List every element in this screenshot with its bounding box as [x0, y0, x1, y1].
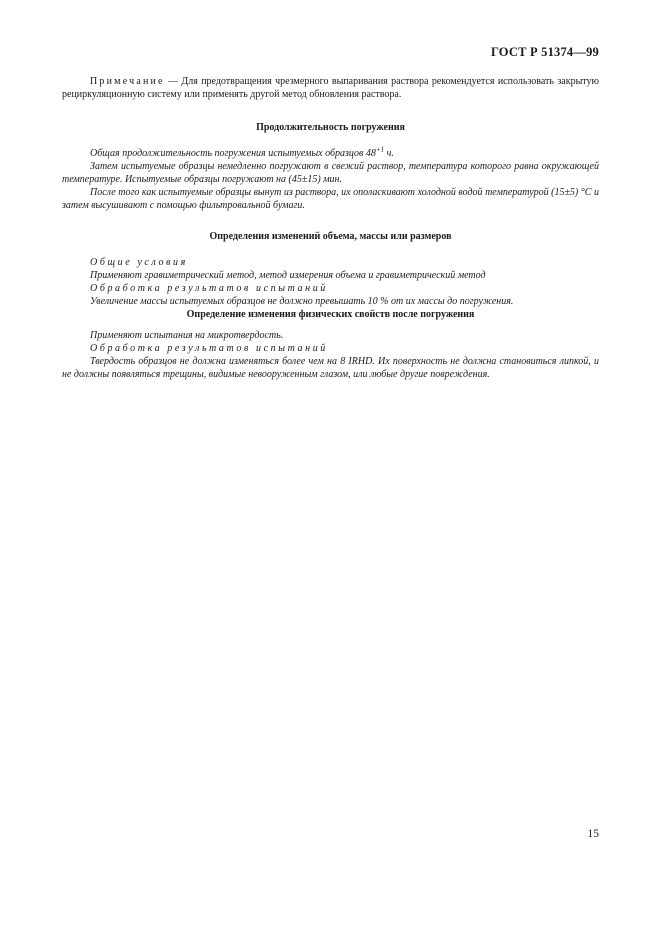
note-label: Примечание [90, 76, 165, 87]
method-paragraph: Применяют гравиметрический метод, метод измерения объема и гравиметрический метод [90, 270, 486, 281]
subtitle-results-processing-2: Обработка результатов испытаний [90, 343, 328, 354]
page-number: 15 [587, 828, 599, 840]
duration-text: Общая продолжительность погружения испытуемых образцов 48 [90, 148, 376, 159]
hardness-paragraph: Твердость образцов не должна изменяться более чем на 8 IRHD. Их поверхность не должна становиться липкой, и не должны появляться трещины, видимые невооруженным глазом, или любые другие повреждения. [62, 356, 599, 380]
subtitle-general-conditions: Общие условия [90, 257, 188, 268]
microhardness-paragraph: Применяют испытания на микротвердость. [90, 330, 284, 341]
mass-increase-paragraph: Увеличение массы испытуемых образцов не должно превышать 10 % от их массы до погружения. [90, 296, 514, 307]
duration-unit: ч. [384, 148, 394, 159]
note-paragraph [62, 75, 599, 101]
section-title-immersion-duration: Продолжительность погружения [256, 122, 405, 133]
subtitle-results-processing: Обработка результатов испытаний [90, 283, 328, 294]
document-body [62, 75, 599, 381]
note-text: Для предотвращения чрезмерного выпаривания раствора рекомендуется использовать закрытую рециркуляционную систему или применять другой метод обновления раствора. [62, 76, 600, 100]
section-title-physical-properties: Определение изменения физических свойств после погружения [186, 309, 475, 320]
duration-paragraph [62, 147, 599, 160]
immersion-paragraph: Затем испытуемые образцы немедленно погружают в свежий раствор, температура которого равна окружающей температуре. Испытуемые образцы погружают на (45±15) мин. [62, 161, 599, 185]
note-dash: — [164, 76, 182, 87]
duration-tolerance: +1 [375, 145, 385, 154]
rinse-paragraph: После того как испытуемые образцы вынут из раствора, их ополаскивают холодной водой температурой (15±5) °С и затем высушивают с помощью фильтровальной бумаги. [62, 187, 599, 211]
section-title-volume-mass-change: Определения изменений объема, массы или размеров [209, 231, 452, 242]
document-code: ГОСТ Р 51374—99 [490, 45, 599, 59]
